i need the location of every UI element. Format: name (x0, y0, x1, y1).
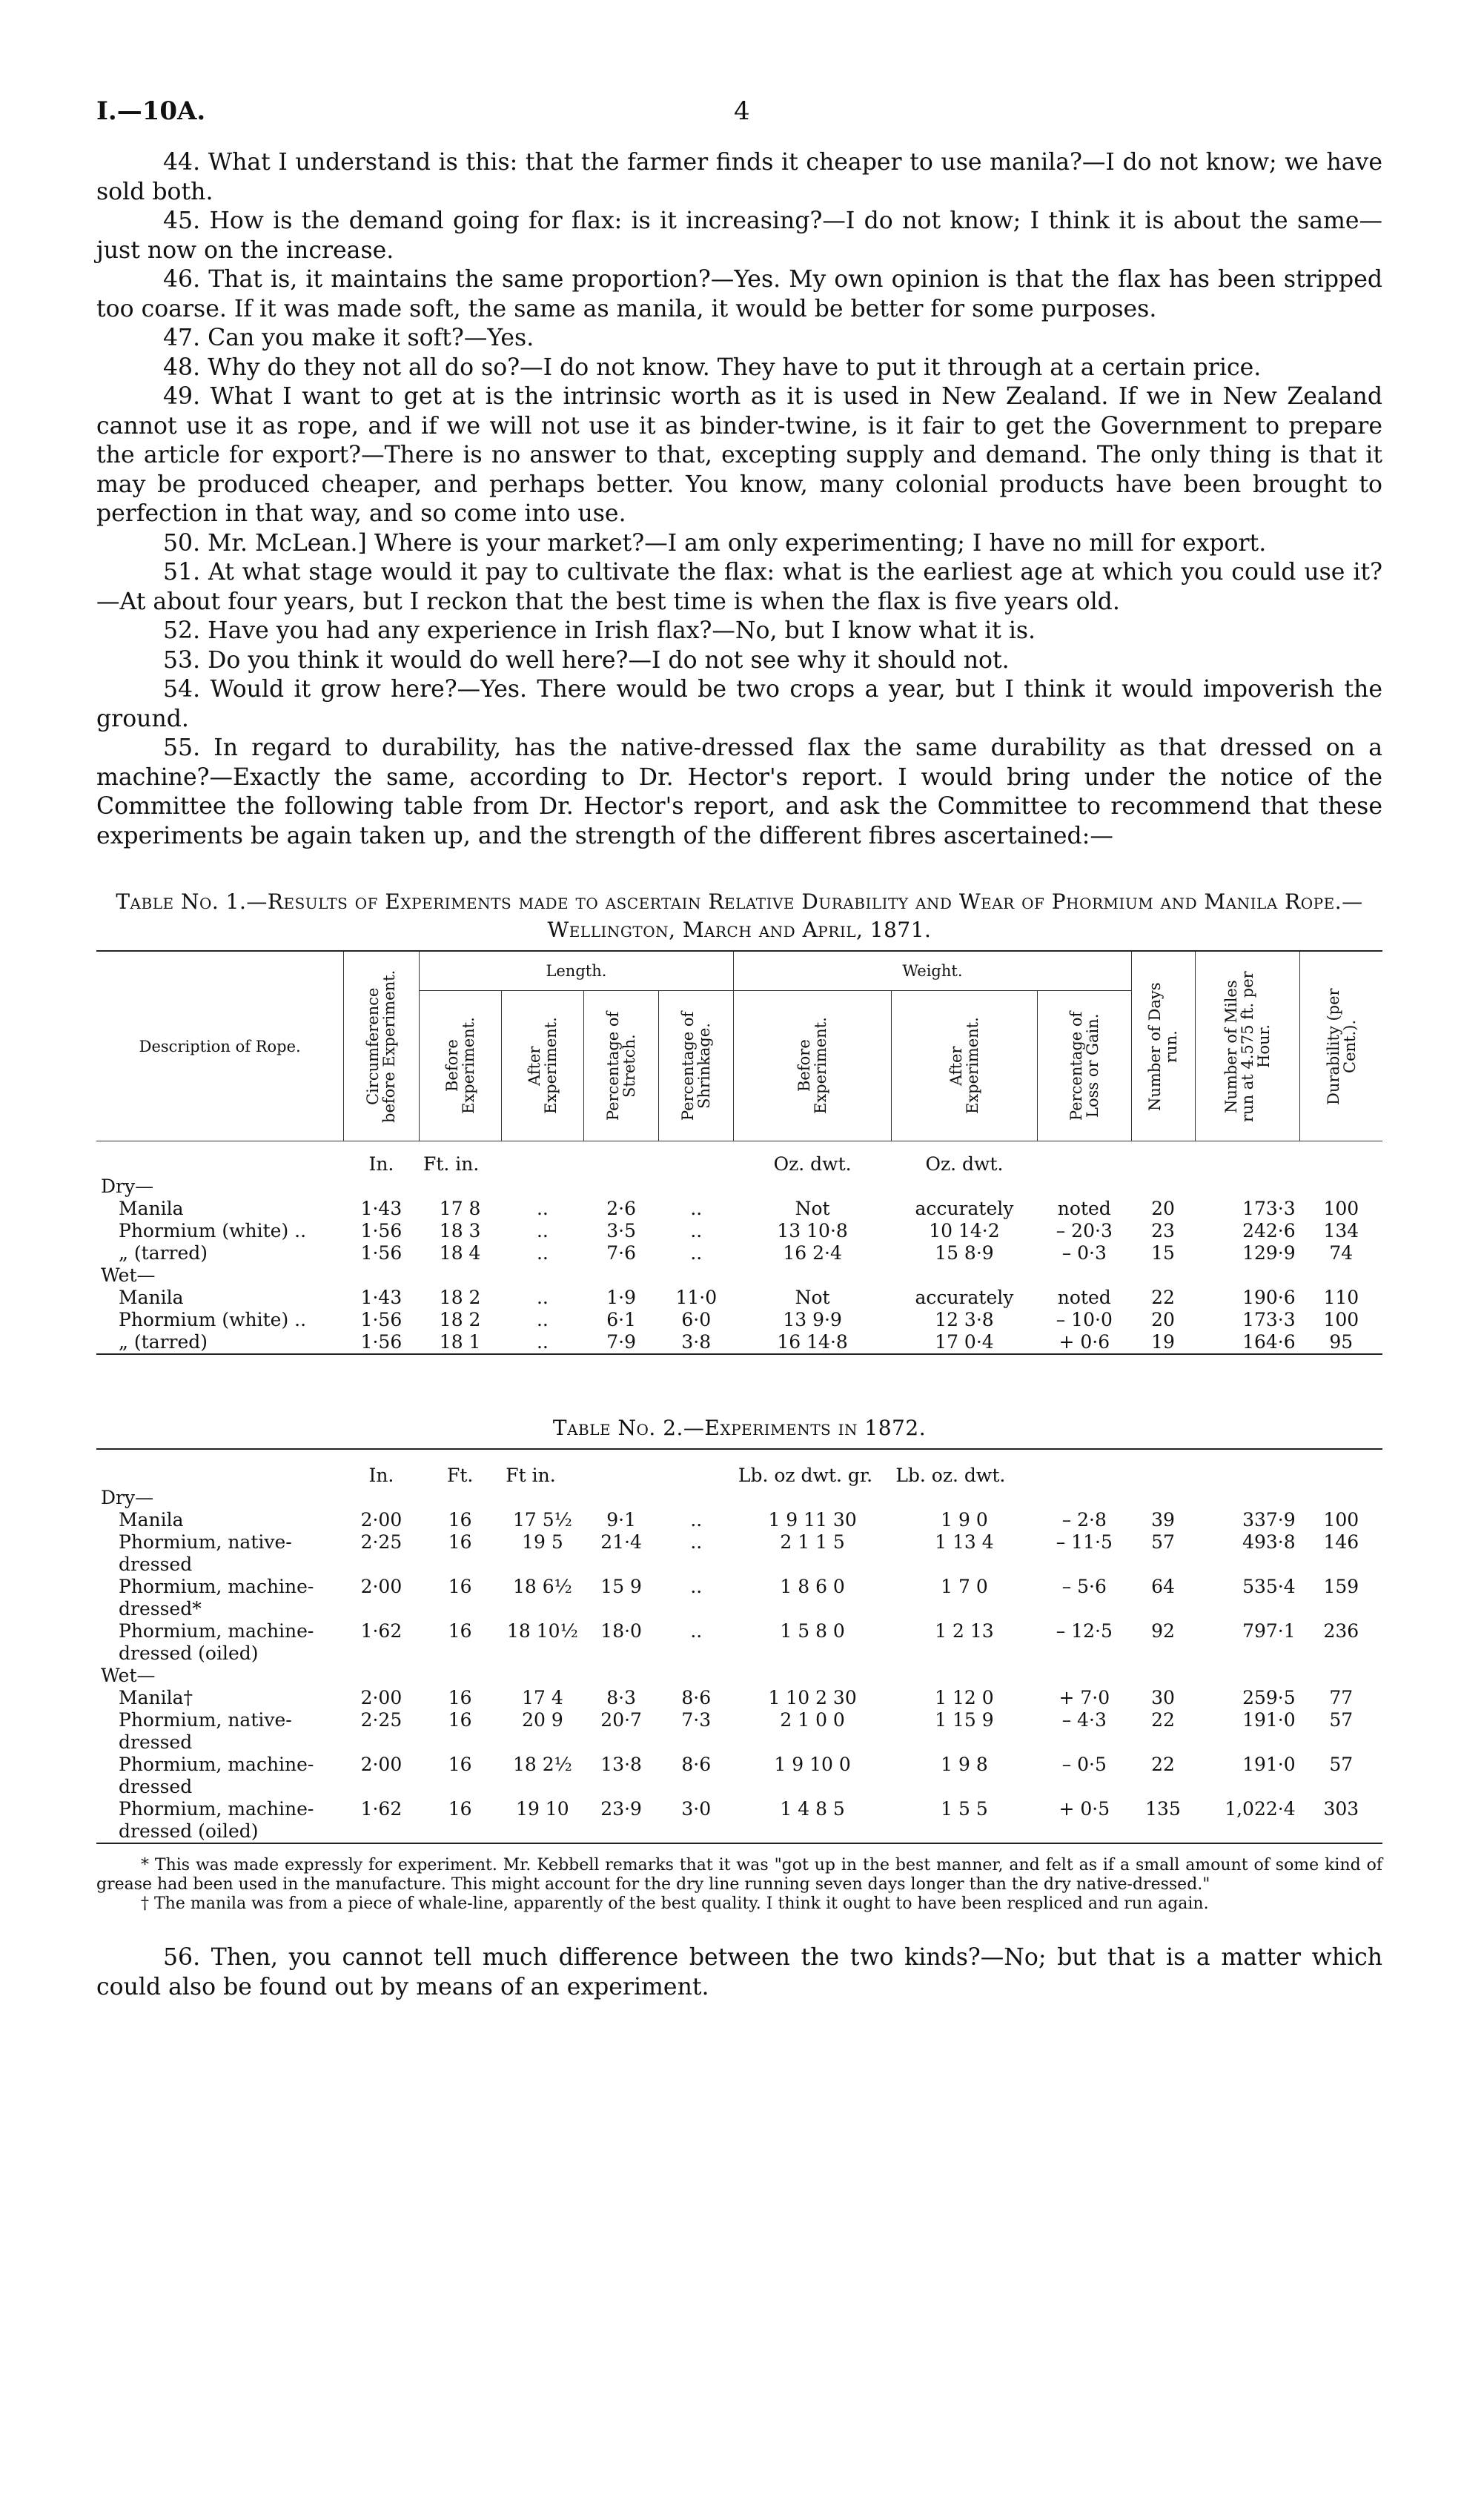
t2-cell-miles: 797·1 (1242, 1620, 1296, 1642)
t2-cell-st: 23·9 (600, 1798, 642, 1820)
t1-cell-sh: .. (690, 1220, 703, 1241)
table2-caption: Table No. 2.—Experiments in 1872. (552, 1416, 927, 1440)
t1-cell-wa: 12 3·8 (935, 1309, 994, 1330)
t1-cell-la: .. (536, 1242, 549, 1264)
t2-row (96, 1687, 1382, 1709)
t1-row (96, 1331, 1382, 1354)
t1-cell-days (1131, 1264, 1195, 1287)
t1-unit-in: In. (368, 1153, 394, 1175)
t2-cell-wa: 1 9 0 (941, 1509, 988, 1531)
t2-cell-days: 57 (1151, 1531, 1175, 1553)
paragraph-46: 46. That is, it maintains the same proportion?—Yes. My own opinion is that the flax has been stripped too coarse. If it was made soft, the same as manila, it would be better for some purposes. (96, 266, 1382, 322)
t1-cell-sh: .. (690, 1198, 703, 1219)
paragraph-56: 56. Then, you cannot tell much difference between the two kinds?—No; but that is a matter which could also be found out by means of an experiment. (96, 1944, 1382, 2000)
t1-cell-sh: 3·8 (681, 1331, 712, 1353)
t2-cell-days (1131, 1665, 1195, 1687)
t2-cell-miles: 191·0 (1242, 1754, 1296, 1775)
page-header (96, 96, 1382, 148)
t1-unit-ozdwt-after: Oz. dwt. (925, 1153, 1004, 1175)
t1-head-loss: Percentage of Loss or Gain. (1067, 1011, 1101, 1121)
t2-cell-lb (419, 1487, 501, 1509)
t1-cell-days: 23 (1151, 1220, 1175, 1241)
t1-head-length-after: After Experiment. (525, 1017, 560, 1115)
t1-cell-la: .. (536, 1220, 549, 1241)
t1-cell-dur (1300, 1176, 1382, 1198)
paragraph-48: 48. Why do they not all do so?—I do not know. They have to put it through at a certain price. (163, 354, 1262, 381)
t2-cell-la: 17 4 (522, 1687, 563, 1708)
t2-cell-miles: 535·4 (1242, 1576, 1296, 1597)
t2-row (96, 1709, 1382, 1754)
t1-cell-lb: 18 2 (439, 1309, 481, 1330)
t2-cell-st (584, 1487, 659, 1509)
t2-cell-lb (419, 1665, 501, 1687)
t1-cell-loss: – 0·3 (1061, 1242, 1107, 1264)
t1-head-description: Description of Rope. (96, 951, 344, 1141)
t2-cell-la (501, 1487, 583, 1509)
t2-cell-la: 18 2½ (512, 1754, 572, 1775)
t2-cell-circ: 1·62 (360, 1620, 402, 1642)
t2-cell-wa: 1 15 9 (935, 1709, 994, 1731)
t1-head-days: Number of Days run. (1146, 981, 1181, 1111)
t1-cell-loss: noted (1057, 1287, 1111, 1308)
t2-cell-dur: 236 (1323, 1620, 1359, 1642)
t2-cell-miles (1195, 1487, 1300, 1509)
t1-cell-st: 2·6 (606, 1198, 637, 1219)
t2-cell-loss: – 12·5 (1056, 1620, 1113, 1642)
t2-cell-st: 20·7 (600, 1709, 642, 1731)
t2-cell-wa (891, 1487, 1037, 1509)
t1-cell-sh (659, 1176, 734, 1198)
t2-cell-st: 21·4 (600, 1531, 642, 1553)
t1-cell-circ: 1·56 (360, 1220, 402, 1241)
t1-cell-loss: – 20·3 (1056, 1220, 1113, 1241)
t2-cell-dur: 303 (1323, 1798, 1359, 1820)
t2-row (96, 1798, 1382, 1843)
t1-cell-la: .. (536, 1331, 549, 1353)
table1-body (96, 1141, 1382, 1355)
t1-cell-dur: 110 (1323, 1287, 1359, 1308)
t2-cell-loss: – 4·3 (1061, 1709, 1107, 1731)
t2-cell-la: 20 9 (522, 1709, 563, 1731)
document-page (96, 96, 1382, 2002)
t2-row (96, 1754, 1382, 1798)
t2-cell-miles: 259·5 (1242, 1687, 1296, 1708)
t1-row-description: Wet— (101, 1264, 156, 1286)
t2-cell-loss: + 7·0 (1059, 1687, 1110, 1708)
t1-row (96, 1198, 1382, 1220)
t1-cell-wb: Not (795, 1287, 830, 1308)
t2-cell-dur: 77 (1329, 1687, 1354, 1708)
t1-cell-st: 6·1 (606, 1309, 637, 1330)
t2-cell-lb: 16 (448, 1620, 472, 1642)
table2 (96, 1448, 1382, 1844)
t1-cell-dur: 74 (1329, 1242, 1354, 1264)
t2-unit-weight-before: Lb. oz dwt. gr. (738, 1465, 873, 1486)
t2-cell-miles: 337·9 (1242, 1509, 1296, 1531)
t1-cell-st: 1·9 (606, 1287, 637, 1308)
t1-cell-la (501, 1264, 583, 1287)
t2-cell-la: 17 5½ (512, 1509, 572, 1531)
t1-row (96, 1242, 1382, 1264)
t1-cell-wb (734, 1264, 891, 1287)
t1-cell-loss: – 10·0 (1056, 1309, 1113, 1330)
t2-cell-dur: 146 (1323, 1531, 1359, 1553)
t2-cell-circ: 1·62 (360, 1798, 402, 1820)
t2-cell-la (501, 1665, 583, 1687)
t2-cell-circ (344, 1487, 419, 1509)
paragraph-45: 45. How is the demand going for flax: is it increasing?—I do not know; I think it is about the same—just now on the increase. (96, 208, 1382, 264)
t2-unit-in: In. (368, 1465, 394, 1486)
t2-cell-circ: 2·00 (360, 1509, 402, 1531)
t2-row-description: Phormium, machine-dressed (oiled) (119, 1798, 314, 1842)
t1-cell-loss: noted (1057, 1198, 1111, 1219)
t1-row-description: Manila (119, 1198, 184, 1219)
t2-cell-wa: 1 2 13 (935, 1620, 994, 1642)
t2-cell-la: 19 10 (516, 1798, 569, 1820)
t2-cell-sh: 3·0 (681, 1798, 712, 1820)
footnote-star: * This was made expressly for experiment. Mr. Kebbell remarks that it was "got up in the best manner, and felt as if a small amount of some kind of grease had been used in the manufacture. This might account for the dry line running seven days longer than the dry native-dressed." (96, 1856, 1382, 1894)
footnotes (96, 1856, 1382, 1914)
t2-cell-days: 135 (1145, 1798, 1181, 1820)
t2-cell-miles (1195, 1665, 1300, 1687)
t2-cell-dur: 159 (1323, 1576, 1359, 1597)
paragraph-47: 47. Can you make it soft?—Yes. (163, 325, 534, 351)
t1-head-length: Length. (419, 951, 734, 991)
t1-row-description: Manila (119, 1287, 184, 1308)
t1-cell-wb: Not (795, 1198, 830, 1219)
t2-cell-wa: 1 12 0 (935, 1687, 994, 1708)
t2-cell-days: 22 (1151, 1709, 1175, 1731)
t2-row-description: Wet— (101, 1665, 156, 1686)
t2-cell-wa: 1 5 5 (941, 1798, 988, 1820)
t2-cell-wa: 1 13 4 (935, 1531, 994, 1553)
t1-cell-wb: 16 14·8 (777, 1331, 848, 1353)
t1-cell-dur (1300, 1264, 1382, 1287)
t2-cell-dur (1300, 1665, 1382, 1687)
t2-cell-wb: 2 1 1 5 (780, 1531, 845, 1553)
t2-cell-la: 18 10½ (507, 1620, 578, 1642)
paragraph-50: 50. Mr. McLean.] Where is your market?—I am only experimenting; I have no mill for export. (163, 529, 1267, 557)
paragraph-53: 53. Do you think it would do well here?—I do not see why it should not. (163, 646, 1010, 674)
t1-cell-la (501, 1176, 583, 1198)
t2-cell-wa (891, 1665, 1037, 1687)
table2-body (96, 1449, 1382, 1843)
t2-cell-miles: 1,022·4 (1225, 1798, 1296, 1820)
t2-cell-wa: 1 9 8 (941, 1754, 988, 1775)
t2-row-description: Dry— (101, 1487, 154, 1508)
t2-cell-loss: + 0·5 (1059, 1798, 1110, 1820)
t1-row-description: Phormium (white) .. (119, 1220, 307, 1241)
t2-cell-st: 9·1 (606, 1509, 637, 1531)
t2-cell-circ: 2·00 (360, 1576, 402, 1597)
t2-unit-weight-after: Lb. oz. dwt. (895, 1465, 1006, 1486)
t1-unit-ozdwt-before: Oz. dwt. (773, 1153, 852, 1175)
t2-row-description: Phormium, machine-dressed (119, 1754, 314, 1797)
t2-units-row (96, 1449, 1382, 1487)
t2-cell-st: 18·0 (600, 1620, 642, 1642)
t1-cell-circ: 1·43 (360, 1287, 402, 1308)
t1-cell-st: 7·9 (606, 1331, 637, 1353)
t2-cell-miles: 493·8 (1242, 1531, 1296, 1553)
t2-row (96, 1531, 1382, 1576)
t1-cell-wb: 16 2·4 (783, 1242, 842, 1264)
t1-cell-dur: 100 (1323, 1198, 1359, 1219)
t1-cell-wb: 13 10·8 (777, 1220, 848, 1241)
t2-cell-dur: 57 (1329, 1754, 1354, 1775)
t2-cell-st (584, 1665, 659, 1687)
t2-row-description: Phormium, native-dressed (119, 1709, 292, 1753)
t1-head-durability: Durability (per Cent.). (1324, 987, 1359, 1105)
t2-cell-wb: 1 9 10 0 (774, 1754, 851, 1775)
paragraph-44: 44. What I understand is this: that the farmer finds it cheaper to use manila?—I do not know; we have sold both. (96, 149, 1382, 205)
t1-units-row (96, 1141, 1382, 1176)
t1-head-weight: Weight. (734, 951, 1131, 991)
t2-cell-sh: .. (690, 1509, 703, 1531)
t1-head-stretch: Percentage of Stretch. (604, 1011, 639, 1121)
t2-unit-ftin: Ft in. (506, 1465, 556, 1486)
t1-cell-days: 22 (1151, 1287, 1175, 1308)
t1-head-circumference: Circumference before Experiment. (364, 969, 399, 1123)
t1-row (96, 1176, 1382, 1198)
t1-cell-days: 20 (1151, 1309, 1175, 1330)
t1-cell-lb: 18 1 (439, 1331, 481, 1353)
t2-row (96, 1509, 1382, 1531)
t2-cell-st: 15 9 (600, 1576, 642, 1597)
t1-cell-sh: 6·0 (681, 1309, 712, 1330)
t2-cell-sh (659, 1487, 734, 1509)
t1-cell-circ: 1·56 (360, 1309, 402, 1330)
t1-cell-days: 15 (1151, 1242, 1175, 1264)
t2-cell-sh: .. (690, 1576, 703, 1597)
t1-cell-sh: 11·0 (675, 1287, 718, 1308)
t2-cell-days: 22 (1151, 1754, 1175, 1775)
t2-row-description: Phormium, machine-dressed (oiled) (119, 1620, 314, 1664)
t1-cell-circ: 1·43 (360, 1198, 402, 1219)
t1-cell-loss: + 0·6 (1059, 1331, 1110, 1353)
footnote-dagger: † The manila was from a piece of whale-line, apparently of the best quality. I think it ought to have been respliced and run again. (141, 1894, 1209, 1913)
t2-cell-sh: .. (690, 1620, 703, 1642)
t1-cell-loss (1038, 1264, 1131, 1287)
t2-cell-wa: 1 7 0 (941, 1576, 988, 1597)
t1-row-description: Phormium (white) .. (119, 1309, 307, 1330)
t1-row (96, 1309, 1382, 1331)
t1-cell-dur: 95 (1329, 1331, 1354, 1353)
t1-cell-circ (344, 1176, 419, 1198)
paragraph-55: 55. In regard to durability, has the native-dressed flax the same durability as that dressed on a machine?—Exactly the same, according to Dr. Hector's report. I would bring under the notice of the Committee the following table from Dr. Hector's report, and ask the Committee to recommend that these experiments be again taken up, and the strength of the different fibres ascertained:— (96, 735, 1382, 849)
t1-cell-la: .. (536, 1309, 549, 1330)
t2-cell-dur: 100 (1323, 1509, 1359, 1531)
t2-cell-sh: 8·6 (681, 1754, 712, 1775)
t1-row (96, 1264, 1382, 1287)
t2-cell-wb: 1 4 8 5 (780, 1798, 845, 1820)
t2-cell-lb: 16 (448, 1687, 472, 1708)
t1-cell-sh (659, 1264, 734, 1287)
t2-cell-st: 8·3 (606, 1687, 637, 1708)
t1-head-miles: Number of Miles run at 4.575 ft. per Hour. (1222, 970, 1273, 1122)
t1-cell-lb: 18 4 (439, 1242, 481, 1264)
t1-cell-miles (1195, 1176, 1300, 1198)
table1 (96, 950, 1382, 1355)
t1-cell-wa: 10 14·2 (929, 1220, 1000, 1241)
t1-head-shrinkage: Percentage of Shrinkage. (679, 1011, 714, 1121)
t1-cell-wa (891, 1264, 1037, 1287)
t2-cell-days (1131, 1487, 1195, 1509)
t2-cell-loss: – 11·5 (1056, 1531, 1113, 1553)
t2-cell-circ (344, 1665, 419, 1687)
t2-cell-lb: 16 (448, 1509, 472, 1531)
t2-cell-loss: – 5·6 (1061, 1576, 1107, 1597)
t1-row-description: „ (tarred) (119, 1242, 208, 1264)
t2-cell-days: 92 (1151, 1620, 1175, 1642)
t2-cell-sh: .. (690, 1531, 703, 1553)
t1-cell-miles: 129·9 (1242, 1242, 1296, 1264)
t1-cell-miles: 190·6 (1242, 1287, 1296, 1308)
t1-cell-st (584, 1176, 659, 1198)
t2-unit-ft: Ft. (446, 1465, 474, 1486)
t2-cell-days: 39 (1151, 1509, 1175, 1531)
t2-row-description: Manila† (119, 1687, 193, 1708)
testimony-body (96, 148, 1382, 851)
t1-cell-lb: 18 3 (439, 1220, 481, 1241)
t2-cell-wb: 1 9 11 30 (768, 1509, 857, 1531)
t2-cell-loss: – 0·5 (1061, 1754, 1107, 1775)
t1-row (96, 1220, 1382, 1242)
t1-cell-wa: 17 0·4 (935, 1331, 994, 1353)
t1-cell-days (1131, 1176, 1195, 1198)
t2-cell-wb: 2 1 0 0 (780, 1709, 845, 1731)
t2-cell-lb: 16 (448, 1798, 472, 1820)
t1-cell-wa: 15 8·9 (935, 1242, 994, 1264)
t2-cell-lb: 16 (448, 1531, 472, 1553)
paragraph-51: 51. At what stage would it pay to cultivate the flax: what is the earliest age at which you could use it?—At about four years, but I reckon that the best time is when the flax is five years old. (96, 559, 1382, 615)
t1-cell-la: .. (536, 1287, 549, 1308)
t1-cell-miles: 173·3 (1242, 1198, 1296, 1219)
t1-cell-wa: accurately (915, 1198, 1014, 1219)
t2-cell-loss (1038, 1487, 1131, 1509)
t2-row-description: Phormium, machine-dressed* (119, 1576, 314, 1619)
t1-cell-lb: 18 2 (439, 1287, 481, 1308)
t1-head-weight-before: Before Experiment. (795, 1017, 830, 1115)
t1-cell-miles: 242·6 (1242, 1220, 1296, 1241)
t2-cell-loss (1038, 1665, 1131, 1687)
t1-cell-loss (1038, 1176, 1131, 1198)
t2-cell-wb: 1 10 2 30 (768, 1687, 857, 1708)
t1-cell-wa (891, 1176, 1037, 1198)
t1-head-length-before: Before Experiment. (443, 1017, 477, 1115)
t2-cell-sh: 7·3 (681, 1709, 712, 1731)
paragraph-49: 49. What I want to get at is the intrinsic worth as it is used in New Zealand. If we in New Zealand cannot use it as rope, and if we will not use it as binder-twine, is it fair to get the Government to prepare the article for export?—There is no answer to that, excepting supply and demand. The only thing is that it may be produced cheaper, and perhaps better. You know, many colonial products have been brought to perfection in that way, and so come into use. (96, 383, 1382, 527)
t2-cell-la: 18 6½ (512, 1576, 572, 1597)
t1-unit-ftin: Ft. in. (423, 1153, 480, 1175)
t2-cell-wb: 1 8 6 0 (780, 1576, 845, 1597)
t1-cell-wb (734, 1176, 891, 1198)
t1-row-description: Dry— (101, 1176, 154, 1197)
t2-cell-lb: 16 (448, 1754, 472, 1775)
t2-cell-days: 64 (1151, 1576, 1175, 1597)
t2-cell-sh: 8·6 (681, 1687, 712, 1708)
document-reference: I.—10A. (96, 96, 206, 126)
t1-cell-dur: 134 (1323, 1220, 1359, 1241)
t2-cell-wb (734, 1665, 891, 1687)
t1-cell-st: 3·5 (606, 1220, 637, 1241)
t2-cell-circ: 2·00 (360, 1754, 402, 1775)
t1-head-weight-after: After Experiment. (947, 1017, 981, 1115)
t2-cell-circ: 2·25 (360, 1531, 402, 1553)
t1-cell-miles: 164·6 (1242, 1331, 1296, 1353)
table1-caption: Table No. 1.—Results of Experiments made to ascertain Relative Durability and Wear of Phormium and Manila Rope.—Wellington, March and April, 1871. (116, 889, 1363, 942)
t2-row (96, 1576, 1382, 1620)
t1-cell-days: 19 (1151, 1331, 1175, 1353)
t1-cell-st (584, 1264, 659, 1287)
t2-row (96, 1487, 1382, 1509)
paragraph-54: 54. Would it grow here?—Yes. There would be two crops a year, but I think it would impoverish the ground. (96, 676, 1382, 732)
t2-cell-wb (734, 1487, 891, 1509)
t1-cell-lb (419, 1176, 501, 1198)
t1-cell-miles (1195, 1264, 1300, 1287)
t1-cell-dur: 100 (1323, 1309, 1359, 1330)
t2-cell-circ: 2·25 (360, 1709, 402, 1731)
t1-cell-days: 20 (1151, 1198, 1175, 1219)
t1-cell-circ: 1·56 (360, 1242, 402, 1264)
page-number: 4 (734, 96, 750, 126)
t2-cell-st: 13·8 (600, 1754, 642, 1775)
t2-cell-wb: 1 5 8 0 (780, 1620, 845, 1642)
t2-cell-miles: 191·0 (1242, 1709, 1296, 1731)
t1-cell-st: 7·6 (606, 1242, 637, 1264)
t1-cell-la: .. (536, 1198, 549, 1219)
t1-cell-lb: 17 8 (439, 1198, 481, 1219)
t2-row-description: Phormium, native-dressed (119, 1531, 292, 1575)
t2-row (96, 1665, 1382, 1687)
t2-cell-circ: 2·00 (360, 1687, 402, 1708)
t1-cell-wb: 13 9·9 (783, 1309, 842, 1330)
t1-cell-wa: accurately (915, 1287, 1014, 1308)
t2-cell-loss: – 2·8 (1061, 1509, 1107, 1531)
t2-cell-days: 30 (1151, 1687, 1175, 1708)
t1-cell-miles: 173·3 (1242, 1309, 1296, 1330)
t2-cell-sh (659, 1665, 734, 1687)
t2-cell-lb: 16 (448, 1576, 472, 1597)
t1-cell-lb (419, 1264, 501, 1287)
t2-cell-lb: 16 (448, 1709, 472, 1731)
t2-cell-la: 19 5 (522, 1531, 563, 1553)
t1-cell-sh: .. (690, 1242, 703, 1264)
t2-row (96, 1620, 1382, 1665)
t2-cell-dur: 57 (1329, 1709, 1354, 1731)
t1-row (96, 1287, 1382, 1309)
t2-row-description: Manila (119, 1509, 184, 1531)
paragraph-52: 52. Have you had any experience in Irish flax?—No, but I know what it is. (163, 617, 1036, 644)
t1-row-description: „ (tarred) (119, 1331, 208, 1353)
t1-cell-circ (344, 1264, 419, 1287)
t1-cell-circ: 1·56 (360, 1331, 402, 1353)
t2-cell-dur (1300, 1487, 1382, 1509)
